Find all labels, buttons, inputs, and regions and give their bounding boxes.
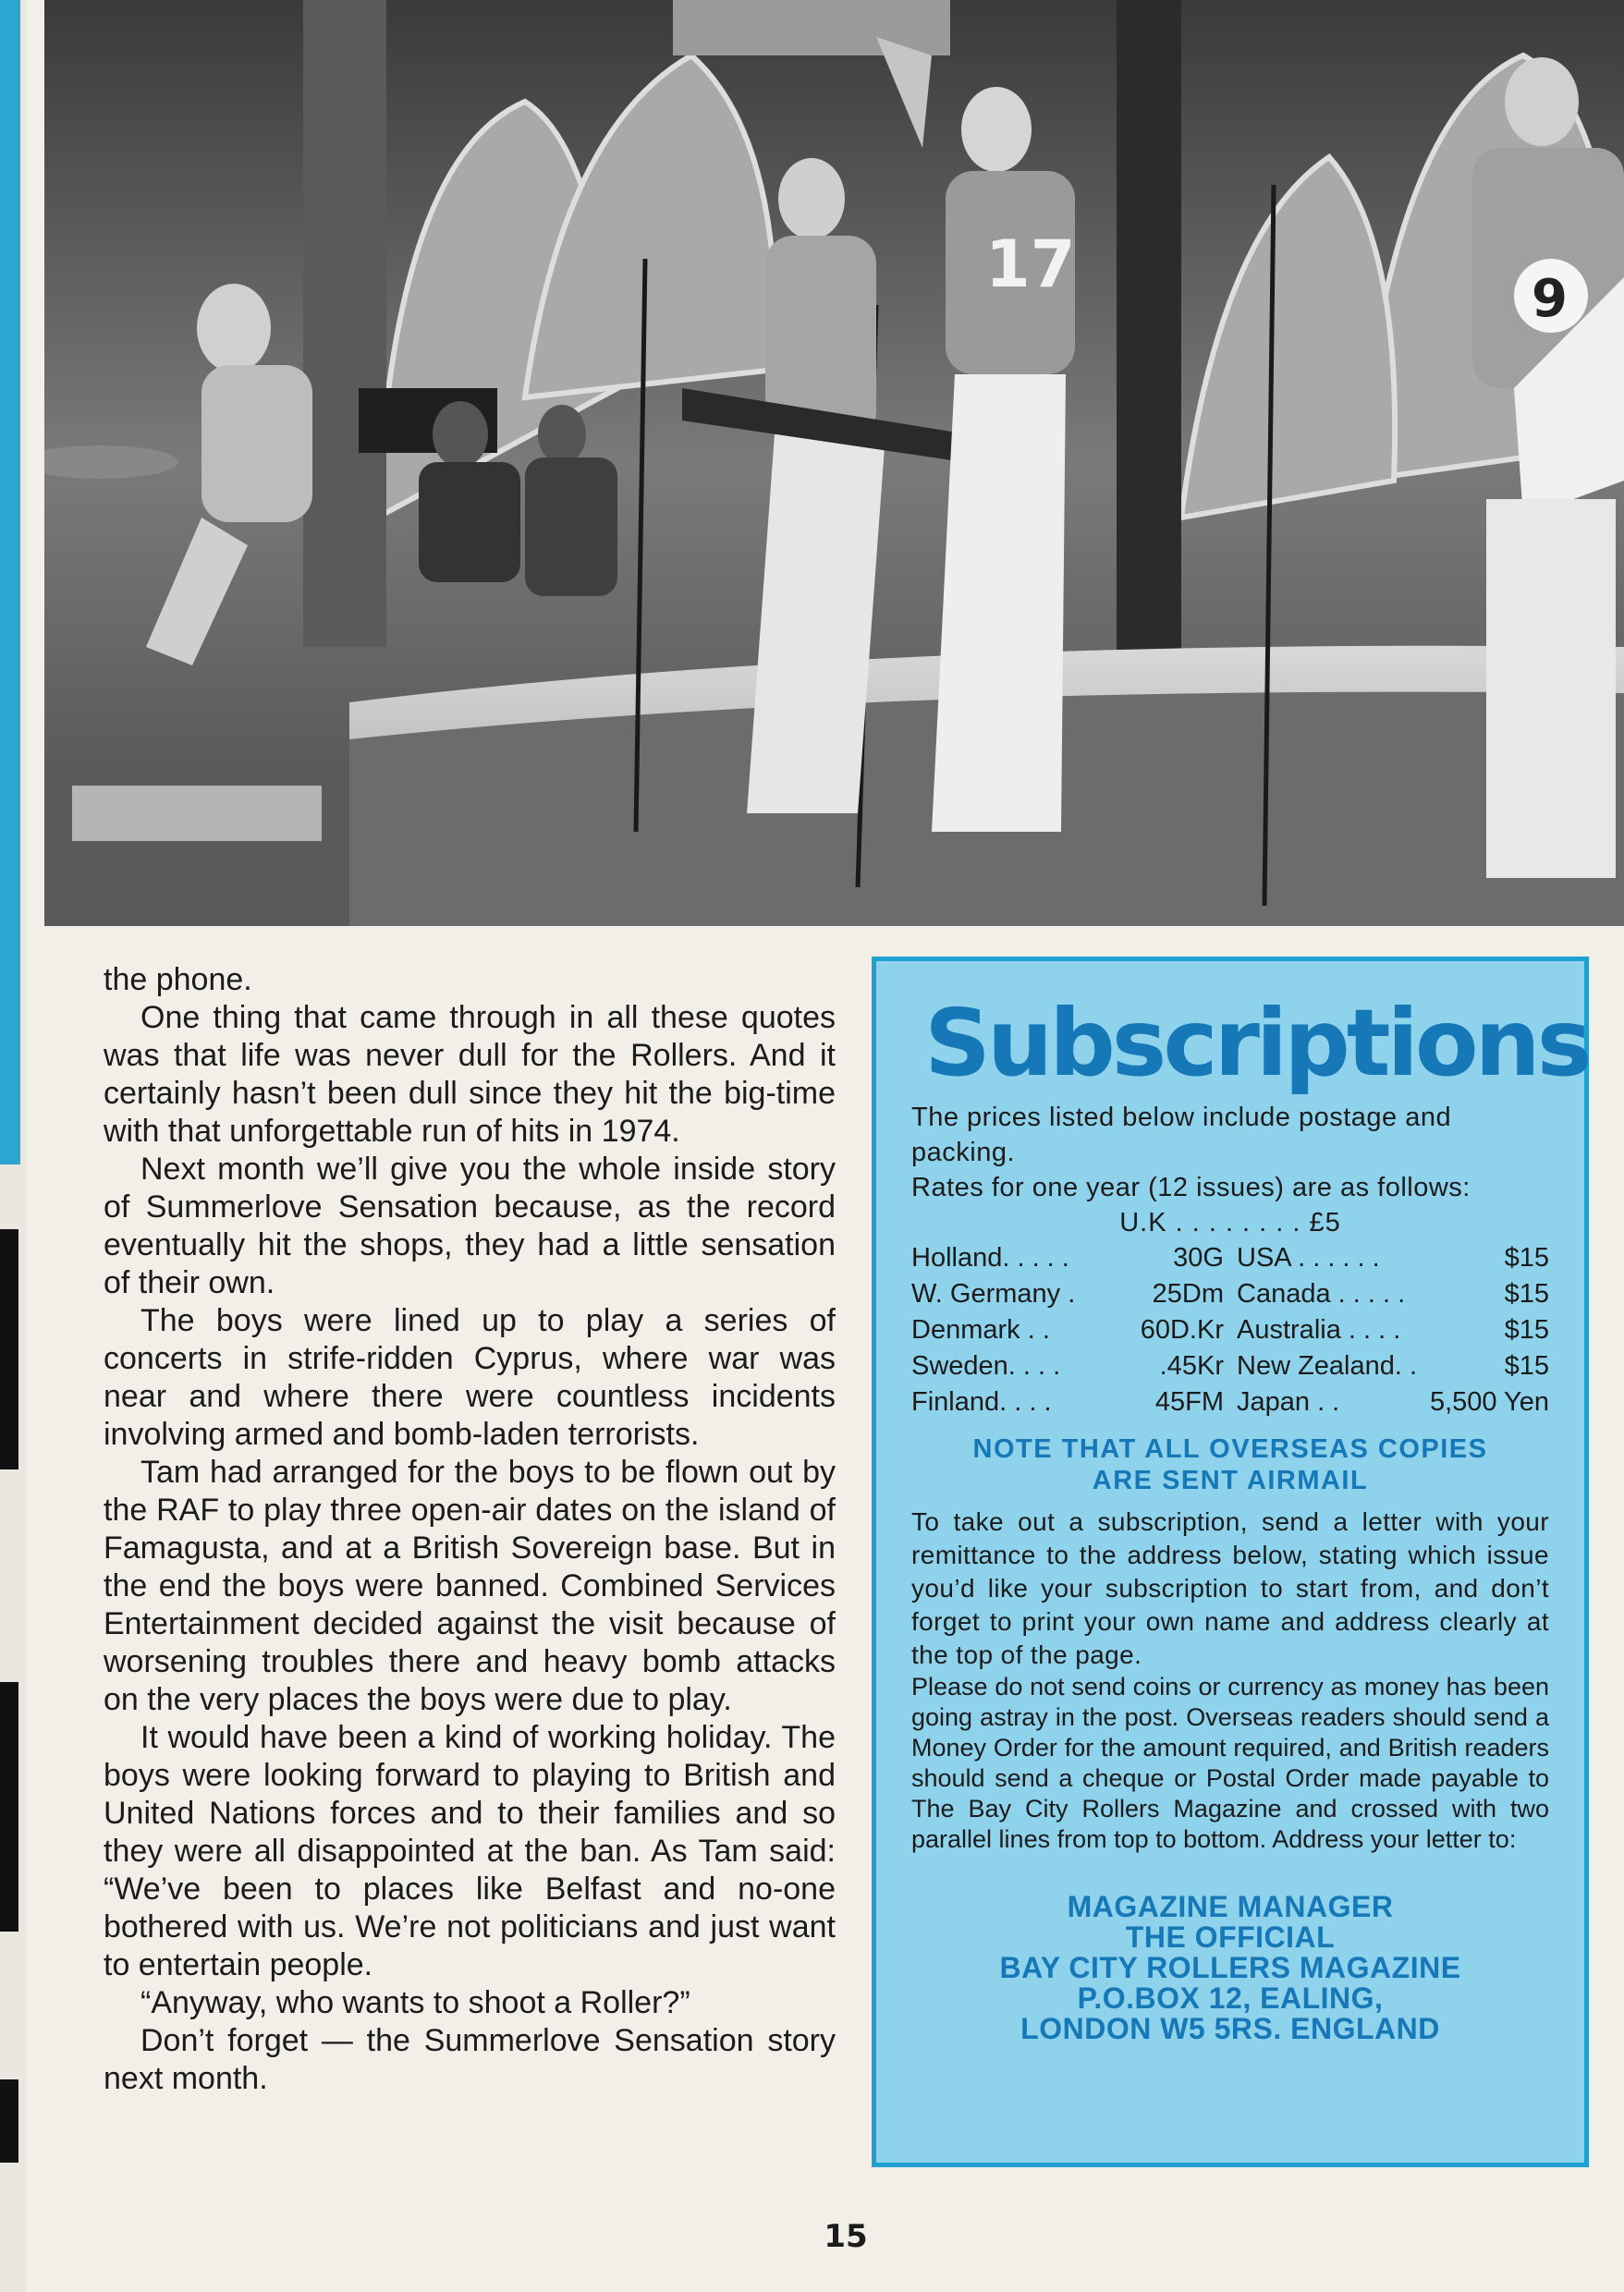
article-paragraph: Next month we’ll give you the whole inside story of Summerlove Sensation because, as the record eventually hit the shops, they had a little sensation of their own. xyxy=(104,1152,836,1300)
rate-country: Holland. . . . . xyxy=(911,1243,1069,1273)
rate-country: USA . . . . . . xyxy=(1237,1243,1380,1273)
rate-country: Australia . . . . xyxy=(1237,1315,1401,1345)
rate-row xyxy=(1237,1384,1549,1420)
article-paragraph: It would have been a kind of working holiday. The boys were looking forward to playing to British and United Nations forces and to their families and so they were all disappointed at the ban. As Tam said: “We’ve been to places like Belfast and no-one bothered with us. We’re not politicians and just want to entertain people. xyxy=(104,1720,836,1982)
address-line: LONDON W5 5RS. ENGLAND xyxy=(1020,2012,1440,2045)
article-column xyxy=(104,961,836,2098)
address-line: BAY CITY ROLLERS MAGAZINE xyxy=(999,1951,1461,1984)
page-edge-gap xyxy=(0,1932,18,2079)
rate-price: $15 xyxy=(1504,1351,1549,1381)
rate-country: Denmark . . xyxy=(911,1315,1050,1345)
rate-row xyxy=(1237,1240,1549,1276)
uk-rate: U.K . . . . . . . . £5 xyxy=(1119,1208,1341,1237)
rate-country: Canada . . . . . xyxy=(1237,1279,1406,1309)
rate-row xyxy=(1237,1276,1549,1312)
jersey-17: 17 xyxy=(985,226,1076,302)
rate-country: Finland. . . . xyxy=(911,1387,1052,1417)
rate-price: $15 xyxy=(1504,1315,1549,1345)
rate-price: .45Kr xyxy=(1159,1351,1224,1381)
rate-price: 30G xyxy=(1173,1243,1224,1273)
article-paragraph: The boys were lined up to play a series of concerts in strife-ridden Cyprus, where war was near and where there were countless incidents involving armed and bomb-laden terrorists. xyxy=(104,1303,836,1452)
page-edge-blue-strip xyxy=(0,0,20,1164)
page-edge-gap xyxy=(0,1469,18,1682)
article-paragraph: One thing that came through in all these quotes was that life was never dull for the Rollers. And it certainly hasn’t been dull since they hit the big-time with that unforgettable run of hits in 1974. xyxy=(104,1000,836,1149)
rates-table xyxy=(911,1240,1549,1420)
rate-row xyxy=(1237,1312,1549,1348)
rate-row xyxy=(1237,1348,1549,1384)
rate-country: Sweden. . . . xyxy=(911,1351,1061,1381)
subscription-instructions: To take out a subscription, send a letter with your remittance to the address below, stating which issue you’d like your subscription to start from, and don’t forget to print your own name and address clearly at the top of the page. xyxy=(911,1507,1549,1669)
airmail-note xyxy=(911,1433,1549,1496)
rates-intro: Rates for one year (12 issues) are as follows: xyxy=(911,1173,1471,1202)
rate-country: W. Germany . xyxy=(911,1279,1076,1309)
rate-row xyxy=(911,1348,1224,1384)
article-paragraph: Tam had arranged for the boys to be flown out by the RAF to play three open-air dates on the island of Famagusta, and at a British Sovereign base. But in the end the boys were banned. Combined Services Entertainment decided against the visit because of worsening troubles there and heavy bomb attacks on the very places the boys were due to play. xyxy=(104,1455,836,1717)
address-line: MAGAZINE MANAGER xyxy=(1067,1890,1394,1923)
subscriptions-intro: The prices listed below include postage and packing. xyxy=(911,1103,1452,1167)
subscriptions-box xyxy=(872,957,1589,2167)
rate-price: 45FM xyxy=(1154,1387,1224,1417)
rate-row xyxy=(911,1312,1224,1348)
payment-info: Please do not send coins or currency as money has been going astray in the post. Overseas readers should send a Money Order for the amount required, and British readers should send a cheque or Postal Order made payable to The Bay City Rollers Magazine and crossed with two parallel lines from top to bottom. Address your letter to: xyxy=(911,1673,1549,1853)
airmail-note-line: ARE SENT AIRMAIL xyxy=(1092,1466,1369,1495)
article-paragraph: the phone. xyxy=(104,962,252,997)
rate-row xyxy=(911,1384,1224,1420)
rate-country: Japan . . xyxy=(1237,1387,1340,1417)
address-line: P.O.BOX 12, EALING, xyxy=(1077,1981,1384,2015)
jersey-9: 9 xyxy=(1532,269,1568,329)
page-number: 15 xyxy=(824,2218,868,2255)
article-paragraph: “Anyway, who wants to shoot a Roller?” xyxy=(140,1985,690,2020)
rate-row xyxy=(911,1276,1224,1312)
rate-price: $15 xyxy=(1504,1279,1549,1309)
rate-row xyxy=(911,1240,1224,1276)
subscriptions-title: Subscriptions xyxy=(924,989,1589,1097)
article-paragraph: Don’t forget — the Summerlove Sensation story next month. xyxy=(104,2023,836,2096)
rate-price: 25Dm xyxy=(1152,1279,1224,1309)
rate-price: 5,500 Yen xyxy=(1429,1387,1549,1417)
postal-address xyxy=(911,1892,1549,2044)
airmail-note-line: NOTE THAT ALL OVERSEAS COPIES xyxy=(972,1434,1488,1464)
rate-price: $15 xyxy=(1504,1243,1549,1273)
band-stage-photo xyxy=(44,0,1624,926)
rate-price: 60D.Kr xyxy=(1140,1315,1224,1345)
rate-country: New Zealand. . xyxy=(1237,1351,1418,1381)
address-line: THE OFFICIAL xyxy=(1125,1920,1336,1954)
